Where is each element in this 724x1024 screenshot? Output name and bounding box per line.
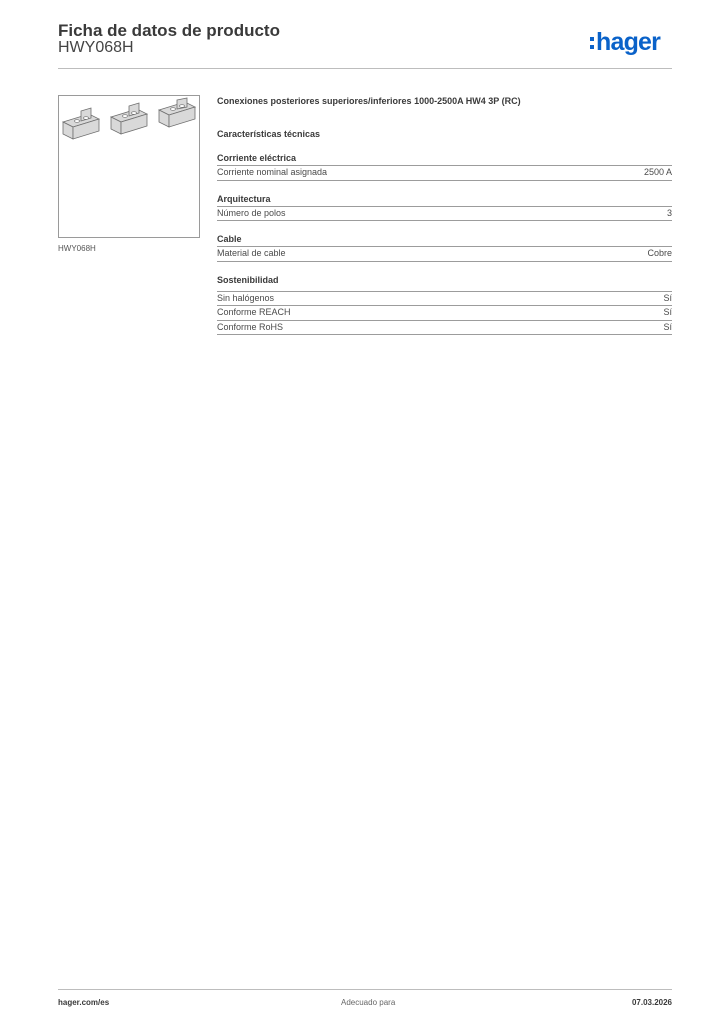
section-cable <box>217 233 672 262</box>
spec-label: Conforme RoHS <box>217 321 284 332</box>
section-title: Corriente eléctrica <box>217 152 672 166</box>
spec-row <box>217 166 672 181</box>
spec-value: Cobre <box>647 248 672 258</box>
technical-heading: Características técnicas <box>217 129 321 139</box>
section-architecture <box>217 193 672 222</box>
spec-value: 2500 A <box>643 167 672 177</box>
spec-row <box>217 321 672 336</box>
image-caption: HWY068H <box>58 244 96 253</box>
section-title: Cable <box>217 233 672 247</box>
section-title: Sostenibilidad <box>217 274 279 285</box>
spec-value: Sí <box>663 307 672 317</box>
header-divider <box>58 68 672 69</box>
page-title: Ficha de datos de producto <box>58 21 280 40</box>
spec-label: Material de cable <box>217 248 286 258</box>
product-image <box>58 95 200 238</box>
section-electrical <box>217 152 672 181</box>
spec-label: Corriente nominal asignada <box>217 167 328 177</box>
section-sustainability <box>217 274 672 336</box>
spec-value: Sí <box>663 321 672 332</box>
product-details <box>217 93 672 335</box>
spec-value: Sí <box>663 292 672 303</box>
footer-website-link[interactable]: hager.com/es <box>58 998 110 1007</box>
footer-date: 07.03.2026 <box>631 998 672 1007</box>
logo-mark-icon <box>590 37 594 49</box>
section-title: Arquitectura <box>217 193 672 207</box>
spec-row <box>217 207 672 222</box>
logo-text: hager <box>596 28 661 56</box>
spec-label: Número de polos <box>217 207 286 218</box>
spec-row <box>217 306 672 321</box>
product-description: Conexiones posteriores superiores/inferiores 1000-2500A HW4 3P (RC) <box>217 96 521 106</box>
hager-logo <box>590 27 660 57</box>
spec-label: Conforme REACH <box>217 307 291 317</box>
spec-row <box>217 292 672 307</box>
terminal-connector-icon <box>59 96 199 237</box>
product-code: HWY068H <box>58 39 134 56</box>
spec-label: Sin halógenos <box>217 292 275 303</box>
spec-row <box>217 247 672 262</box>
footer-suitable-for: Adecuado para <box>341 998 396 1007</box>
spec-value: 3 <box>666 207 672 218</box>
footer-divider <box>58 989 672 990</box>
